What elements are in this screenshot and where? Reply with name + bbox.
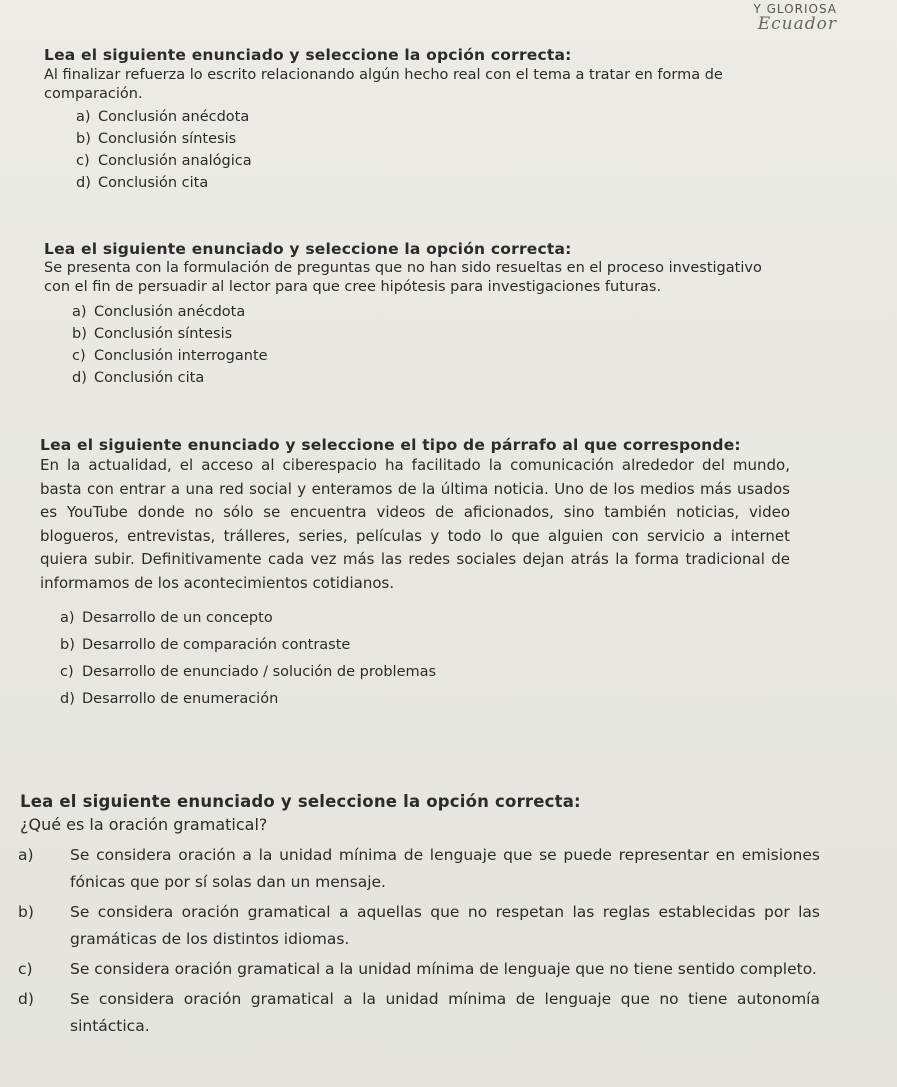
question-4-options xyxy=(18,842,820,1040)
question-1-title: Lea el siguiente enunciado y seleccione la opción correcta: xyxy=(44,46,572,64)
option-a[interactable]: a) Conclusión anécdota xyxy=(72,304,246,320)
question-2-options xyxy=(72,301,774,389)
option-b[interactable]: b) Conclusión síntesis xyxy=(76,131,237,147)
option-d[interactable]: d) Conclusión cita xyxy=(72,370,205,386)
question-4 xyxy=(20,792,820,1040)
option-c[interactable]: c) Conclusión analógica xyxy=(76,153,252,169)
handwritten-header xyxy=(753,2,837,34)
question-4-stem: ¿Qué es la oración gramatical? xyxy=(20,815,268,834)
option-a[interactable]: a) Se considera oración a la unidad mínima de lenguaje que se puede representar en emisiones fónicas que por sí solas dan un mensaje. xyxy=(18,846,820,891)
option-c[interactable]: c) Se considera oración gramatical a la unidad mínima de lenguaje que no tiene sentido completo. xyxy=(18,960,817,978)
question-3-options xyxy=(60,605,790,713)
question-3-title: Lea el siguiente enunciado y seleccione el tipo de párrafo al que corresponde: xyxy=(40,436,741,454)
option-d[interactable]: d) Desarrollo de enumeración xyxy=(60,691,279,707)
question-3-paragraph: En la actualidad, el acceso al ciberespacio ha facilitado la comunicación alrededor del mundo, basta con entrar a una red social y enteramos de la última noticia. Uno de los medios más usados es YouTube donde no sólo se encuentra videos de aficionados, sino también noticias, video blogueros, entrevistas, trálleres, series, películas y todo lo que alguien con servicio a internet quiera subir. Definitivamente cada vez más las redes sociales dejan atrás la forma tradicional de informamos de los acontecimientos cotidianos. xyxy=(40,456,790,592)
option-d[interactable]: d) Conclusión cita xyxy=(76,175,209,191)
question-1 xyxy=(44,46,774,194)
question-3 xyxy=(40,436,790,713)
question-2 xyxy=(44,240,774,389)
question-2-stem: Se presenta con la formulación de preguntas que no han sido resueltas en el proceso investigativo con el fin de persuadir al lector para que cree hipótesis para investigaciones futuras. xyxy=(44,260,762,295)
option-b[interactable]: b) Se considera oración gramatical a aquellas que no respetan las reglas establecidas por las gramáticas de los distintos idiomas. xyxy=(18,903,820,948)
question-1-stem: Al finalizar refuerza lo escrito relacionando algún hecho real con el tema a tratar en forma de comparación. xyxy=(44,67,723,102)
question-4-title: Lea el siguiente enunciado y seleccione la opción correcta: xyxy=(20,792,581,811)
question-2-title: Lea el siguiente enunciado y seleccione la opción correcta: xyxy=(44,240,572,258)
option-d[interactable]: d) Se considera oración gramatical a la unidad mínima de lenguaje que no tiene autonomía sintáctica. xyxy=(18,990,820,1035)
header-note: Y GLORIOSA xyxy=(753,2,837,16)
option-b[interactable]: b) Desarrollo de comparación contraste xyxy=(60,637,351,653)
option-b[interactable]: b) Conclusión síntesis xyxy=(72,326,233,342)
option-c[interactable]: c) Conclusión interrogante xyxy=(72,348,268,364)
option-a[interactable]: a) Desarrollo de un concepto xyxy=(60,610,273,626)
option-a[interactable]: a) Conclusión anécdota xyxy=(76,109,250,125)
question-1-options xyxy=(76,106,774,194)
handwritten-signature: Ecuador xyxy=(757,14,837,34)
option-c[interactable]: c) Desarrollo de enunciado / solución de problemas xyxy=(60,664,437,680)
